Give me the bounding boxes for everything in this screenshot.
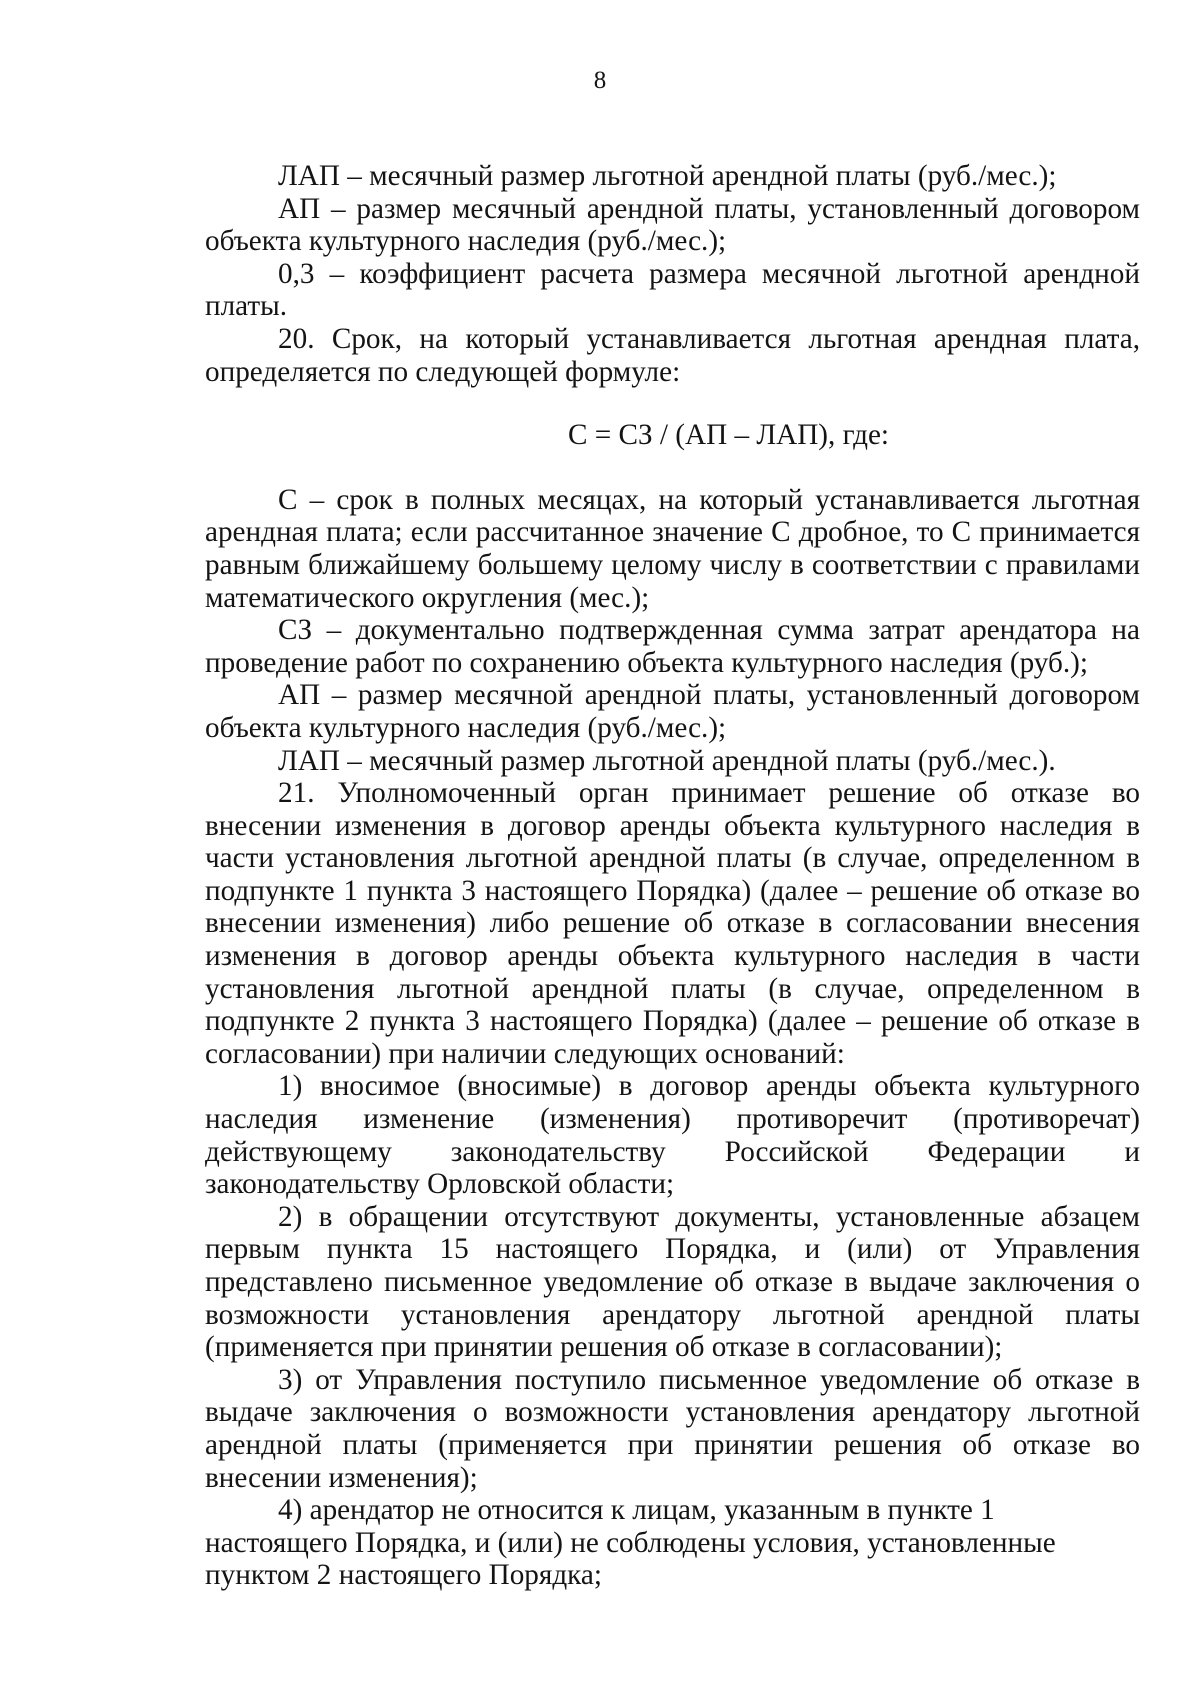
paragraph-ap-definition-2: АП – размер месячной арендной платы, установленный договором объекта культурного наследия (руб./мес.); xyxy=(205,679,1140,744)
paragraph-sz-definition: СЗ – документально подтвержденная сумма затрат арендатора на проведение работ по сохранению объекта культурного наследия (руб.); xyxy=(205,614,1140,679)
paragraph-item-21: 21. Уполномоченный орган принимает решение об отказе во внесении изменения в договор аренды объекта культурного наследия в части установления льготной арендной платы (в случае, определенном в подпункте 1 пункта 3 настоящего Порядка) (далее – решение об отказе во внесении изменения) либо решение об отказе в согласовании внесения изменения в договор аренды объекта культурного наследия в части установления льготной арендной платы (в случае, определенном в подпункте 2 пункта 3 настоящего Порядка) (далее – решение об отказе в согласовании) при наличии следующих оснований: xyxy=(205,777,1140,1070)
paragraph-c-definition: С – срок в полных месяцах, на который устанавливается льготная арендная плата; если рассчитанное значение С дробное, то С принимается равным ближайшему большему целому числу в соответствии с правилами математического округления (мес.); xyxy=(205,483,1140,614)
list-item-3: 3) от Управления поступило письменное уведомление об отказе в выдаче заключения о возможности установления арендатору льготной арендной платы (применяется при принятии решения об отказе во внесении изменения); xyxy=(205,1363,1140,1494)
document-body xyxy=(205,160,1140,1592)
list-item-2: 2) в обращении отсутствуют документы, установленные абзацем первым пункта 15 настоящего Порядка, и (или) от Управления представлено письменное уведомление об отказе в выдаче заключения о возможности установления арендатору льготной арендной платы (применяется при принятии решения об отказе в согласовании); xyxy=(205,1200,1140,1364)
paragraph-lap-definition: ЛАП – месячный размер льготной арендной платы (руб./мес.); xyxy=(278,160,1057,192)
paragraph-ap-definition: АП – размер месячный арендной платы, установленный договором объекта культурного наследия (руб./мес.); xyxy=(205,192,1140,258)
paragraph-coefficient: 0,3 – коэффициент расчета размера месячной льготной арендной платы. xyxy=(205,257,1140,323)
list-item-1: 1) вносимое (вносимые) в договор аренды объекта культурного наследия изменение (изменения) противоречит (противоречат) действующему законодательству Российской Федерации и законодательству Орловской области; xyxy=(205,1070,1140,1201)
formula: С = СЗ / (АП – ЛАП), где: xyxy=(567,419,890,452)
paragraph-lap-definition-2: ЛАП – месячный размер льготной арендной платы (руб./мес.). xyxy=(278,744,1056,777)
paragraph-item-20: 20. Срок, на который устанавливается льготная арендная плата, определяется по следующей формуле: xyxy=(205,322,1140,388)
list-item-4: 4) арендатор не относится к лицам, указанным в пункте 1 настоящего Порядка, и (или) не соблюдены условия, установленные пунктом 2 настоящего Порядка; xyxy=(205,1494,1056,1592)
page-number: 8 xyxy=(593,67,607,94)
